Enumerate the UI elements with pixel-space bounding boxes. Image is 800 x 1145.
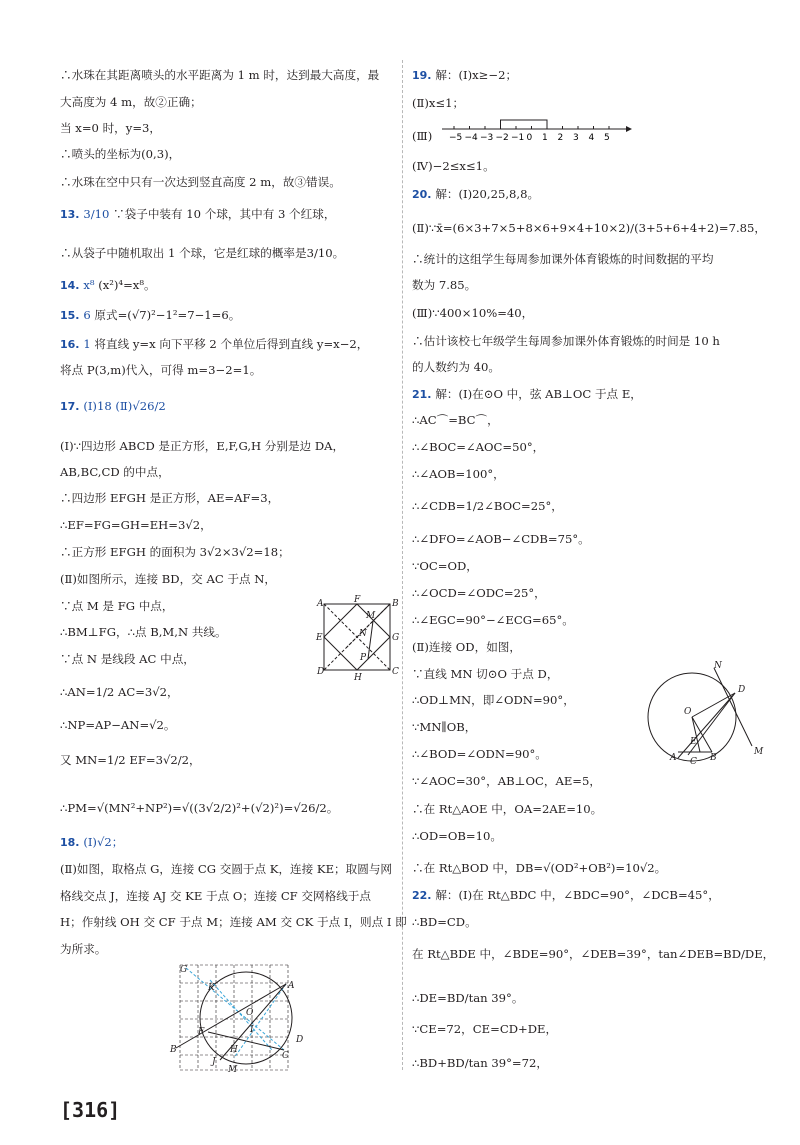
- line-text: 当 x=0 时，y=3，: [60, 121, 162, 135]
- line-text: 的人数约为 40。: [412, 360, 501, 374]
- label-A: A: [288, 981, 295, 991]
- left-line: [60, 684, 179, 700]
- line-text: ∴PM=√(MN²+NP²)=√((3√2/2)²+(√2)²)=√26/2。: [60, 801, 339, 815]
- line-text: ∴∠AOB=100°，: [412, 467, 505, 481]
- left-line: [60, 464, 170, 480]
- left-line: [60, 624, 227, 640]
- arrow-icon: [626, 126, 632, 132]
- question-number: 18.: [60, 836, 84, 849]
- right-line: [412, 773, 601, 789]
- left-line: [60, 941, 106, 957]
- line-text: ∴DE=BD/tan 39°。: [412, 991, 524, 1005]
- right-line: [412, 359, 500, 375]
- left-line: [60, 146, 180, 162]
- question-number: 21.: [412, 388, 436, 401]
- line-text: ∴OD⊥MN，即∠ODN=90°，: [412, 693, 575, 707]
- tick-label: 1: [542, 133, 548, 143]
- question-number: 14.: [60, 279, 84, 292]
- tick-label: −1: [511, 133, 525, 143]
- line-text: (Ⅱ)∵x̄=(6×3+7×5+8×6+9×4+10×2)/(3+5+6+4+2)=7.85，: [412, 221, 766, 235]
- line-text: (Ⅱ)如图，取格点 G，连接 CG 交圆于点 K，连接 KE；取圆与网: [60, 862, 393, 876]
- label-O: O: [684, 707, 692, 717]
- left-line: [60, 245, 344, 261]
- right-line: [412, 719, 476, 735]
- left-line: [60, 398, 166, 415]
- line-text: ∴∠BOC=∠AOC=50°，: [412, 440, 545, 454]
- solution-bracket: [501, 120, 548, 129]
- line-text: ∵CE=72，CE=CD+DE，: [412, 1022, 558, 1036]
- answer: (Ⅰ)18 (Ⅱ)√26/2: [83, 399, 166, 413]
- label-A: A: [670, 753, 677, 763]
- question-number: 16.: [60, 338, 84, 351]
- right-line: [412, 95, 464, 111]
- line-text: ∵∠AOC=30°，AB⊥OC，AE=5，: [412, 774, 601, 788]
- line-text: (Ⅳ)−2≤x≤1。: [412, 159, 495, 173]
- line-text: (Ⅱ)x≤1；: [412, 96, 465, 110]
- label-P: P: [360, 653, 367, 663]
- left-line: [60, 717, 176, 733]
- label-H: H: [230, 1045, 238, 1055]
- line-text: 将点 P(3,m)代入，可得 m=3−2=1。: [60, 363, 262, 377]
- page-number: [316]: [60, 1098, 121, 1122]
- right-line: [412, 333, 720, 349]
- right-line: [412, 498, 563, 514]
- line-text: 将直线 y=x 向下平移 2 个单位后得到直线 y=x−2，: [90, 337, 369, 351]
- tick-label: 0: [526, 133, 533, 143]
- line-text: ∴估计该校七年级学生每周参加课外体育锻炼的时间是 10 h: [412, 334, 720, 348]
- label-G: G: [180, 965, 188, 975]
- label-M: M: [754, 747, 764, 757]
- left-line: [60, 362, 261, 378]
- figure-circle-q21: [640, 660, 765, 772]
- label-C: C: [392, 667, 399, 677]
- answer: (Ⅰ)√2；: [83, 835, 124, 849]
- left-line: [60, 571, 276, 587]
- label-N: N: [714, 661, 722, 671]
- tick-label: 4: [588, 133, 595, 143]
- line-text: (Ⅲ): [412, 129, 433, 143]
- left-line: [60, 598, 173, 614]
- line-text: ∴AN=1/2 AC=3√2，: [60, 685, 179, 699]
- right-line: [412, 946, 774, 962]
- answer: x⁸: [83, 278, 95, 292]
- line-text: ∴喷头的坐标为(0,3)，: [60, 147, 181, 161]
- right-line: [412, 67, 517, 84]
- right-line: [412, 412, 499, 428]
- right-line: [412, 828, 502, 844]
- question-number: 13.: [60, 208, 84, 221]
- left-line: [60, 490, 279, 506]
- line-text: ∴NP=AP−AN=√2。: [60, 718, 176, 732]
- left-line: [60, 94, 202, 110]
- label-J: J: [212, 1057, 216, 1067]
- right-line: [412, 386, 642, 403]
- right-line: [412, 666, 558, 682]
- line-text: 又 MN=1/2 EF=3√2/2，: [60, 753, 201, 767]
- right-line: [412, 558, 478, 574]
- line-text: ∴∠BOD=∠ODN=90°。: [412, 747, 547, 761]
- line-text: (x²)⁴=x⁸。: [94, 278, 156, 292]
- label-F: F: [354, 595, 361, 605]
- right-line: [412, 639, 521, 655]
- line-text: ∴EF=FG=GH=EH=3√2，: [60, 518, 212, 532]
- label-D: D: [317, 667, 325, 677]
- question-number: 20.: [412, 188, 436, 201]
- line-text: ∴∠EGC=90°−∠ECG=65°。: [412, 613, 574, 627]
- right-line: [412, 531, 590, 547]
- line-text: ∴从袋子中随机取出 1 个球，它是红球的概率是3/10。: [60, 246, 345, 260]
- line-text: 格线交点 J，连接 AJ 交 KE 于点 O；连接 CF 交网格线于点: [60, 889, 371, 903]
- left-line: [60, 544, 290, 560]
- number-line-q19: [440, 118, 632, 148]
- right-line: [412, 466, 505, 482]
- line-text: ∴AC⌒=BC⌒，: [412, 413, 499, 427]
- line-text: 大高度为 4 m，故②正确；: [60, 95, 202, 109]
- line-text: ∵OC=OD，: [412, 559, 478, 573]
- right-line: [412, 128, 432, 144]
- label-B: B: [170, 1045, 177, 1055]
- label-C: C: [282, 1051, 289, 1061]
- right-line: [412, 186, 539, 203]
- line-text: ∴水珠在空中只有一次达到竖直高度 2 m，故③错误。: [60, 175, 341, 189]
- answer: 1: [83, 337, 91, 351]
- left-line: [60, 336, 368, 353]
- line-text: ∵袋子中装有 10 个球，其中有 3 个红球，: [109, 207, 336, 221]
- label-H: H: [354, 673, 362, 683]
- line-text: 为所求。: [60, 942, 107, 956]
- answer: 3/10: [83, 207, 110, 221]
- label-N: N: [359, 629, 367, 639]
- left-line: [60, 651, 195, 667]
- right-line: [412, 1055, 548, 1071]
- line-text: (Ⅱ)如图所示，连接 BD，交 AC 于点 N，: [60, 572, 276, 586]
- answer: 6: [83, 308, 91, 322]
- left-line: [60, 206, 335, 223]
- line-text: 解：(Ⅰ)在 Rt△BDC 中，∠BDC=90°，∠DCB=45°，: [435, 888, 720, 902]
- line-text: ∴BD+BD/tan 39°=72，: [412, 1056, 548, 1070]
- label-A: A: [317, 599, 324, 609]
- tick-label: −2: [495, 133, 509, 143]
- left-line: [60, 438, 344, 454]
- label-I: I: [250, 1025, 254, 1035]
- tick-label: −5: [449, 133, 463, 143]
- figure-square-q17: [316, 595, 403, 683]
- line-text: AB,BC,CD 的中点，: [60, 465, 170, 479]
- right-line: [412, 887, 720, 904]
- tick-label: −3: [480, 133, 494, 143]
- line-text: 数为 7.85。: [412, 278, 477, 292]
- right-line: [412, 746, 547, 762]
- left-line: [60, 800, 338, 816]
- right-line: [412, 1021, 557, 1037]
- label-E: E: [690, 737, 697, 747]
- right-line: [412, 585, 546, 601]
- line-text: 解：(Ⅰ)在⊙O 中，弦 AB⊥OC 于点 E，: [435, 387, 642, 401]
- left-line: [60, 752, 201, 768]
- line-text: ∴OD=OB=10。: [412, 829, 502, 843]
- label-B: B: [710, 753, 717, 763]
- left-line: [60, 277, 156, 294]
- line-text: H；作射线 OH 交 CF 于点 M；连接 AM 交 CK 于点 I，则点 I 即: [60, 915, 407, 929]
- line-text: ∴∠CDB=1/2∠BOC=25°，: [412, 499, 563, 513]
- tick-label: 2: [557, 133, 564, 143]
- tick-label: −4: [464, 133, 478, 143]
- left-line: [60, 307, 240, 324]
- line-text: (Ⅱ)连接 OD，如图，: [412, 640, 521, 654]
- tick-label: 3: [573, 133, 579, 143]
- line-text: ∴BD=CD。: [412, 915, 477, 929]
- label-F: F: [198, 1027, 205, 1037]
- line-text: ∴统计的这组学生每周参加课外体育锻炼的时间数据的平均: [412, 252, 714, 266]
- left-line: [60, 888, 371, 904]
- label-G: G: [392, 633, 400, 643]
- label-D: D: [296, 1035, 304, 1045]
- right-line: [412, 801, 602, 817]
- line-text: ∵点 M 是 FG 中点，: [60, 599, 174, 613]
- left-line: [60, 120, 161, 136]
- line-text: 在 Rt△BDE 中，∠BDE=90°，∠DEB=39°，tan∠DEB=BD/DE，: [412, 947, 775, 961]
- tick-label: 5: [604, 133, 610, 143]
- line-text: ∴水珠在其距离喷头的水平距离为 1 m 时，达到最大高度，最: [60, 68, 380, 82]
- line-text: ∵MN∥OB，: [412, 720, 477, 734]
- line-text: ∴BM⊥FG，∴点 B,M,N 共线。: [60, 625, 227, 639]
- right-line: [412, 692, 575, 708]
- label-C: C: [690, 757, 697, 767]
- line-text: ∴∠OCD=∠ODC=25°，: [412, 586, 546, 600]
- line-text: ∴四边形 EFGH 是正方形，AE=AF=3，: [60, 491, 280, 505]
- right-line: [412, 251, 713, 267]
- label-K: K: [208, 983, 215, 993]
- line-text: ∴在 Rt△AOE 中，OA=2AE=10。: [412, 802, 603, 816]
- left-line: [60, 67, 379, 83]
- left-line: [60, 174, 341, 190]
- line-text: ∵点 N 是线段 AC 中点，: [60, 652, 195, 666]
- line-text: ∴正方形 EFGH 的面积为 3√2×3√2=18；: [60, 545, 290, 559]
- right-line: [412, 914, 477, 930]
- left-line: [60, 834, 123, 851]
- left-line: [60, 517, 212, 533]
- left-line: [60, 861, 392, 877]
- label-M: M: [366, 611, 376, 621]
- line-text: (Ⅰ)∵四边形 ABCD 是正方形，E,F,G,H 分别是边 DA，: [60, 439, 345, 453]
- question-number: 15.: [60, 309, 84, 322]
- question-number: 22.: [412, 889, 436, 902]
- left-line: [60, 914, 407, 930]
- right-line: [412, 990, 523, 1006]
- right-line: [412, 158, 495, 174]
- line-text: ∴∠DFO=∠AOB−∠CDB=75°。: [412, 532, 590, 546]
- label-M: M: [228, 1065, 238, 1075]
- question-number: 19.: [412, 69, 436, 82]
- right-line: [412, 439, 544, 455]
- line-text: ∴在 Rt△BOD 中，DB=√(OD²+OB²)=10√2。: [412, 861, 667, 875]
- question-number: 17.: [60, 400, 84, 413]
- right-line: [412, 305, 533, 321]
- label-O: O: [246, 1008, 254, 1018]
- label-D: D: [738, 685, 746, 695]
- label-B: B: [392, 599, 399, 609]
- right-line: [412, 612, 574, 628]
- label-E: E: [316, 633, 323, 643]
- line-text: (Ⅲ)∵400×10%=40，: [412, 306, 534, 320]
- right-line: [412, 860, 666, 876]
- line-text: 解：(Ⅰ)20,25,8,8。: [435, 187, 540, 201]
- right-line: [412, 220, 766, 236]
- line-text: ∵直线 MN 切⊙O 于点 D，: [412, 667, 559, 681]
- line-text: 解：(Ⅰ)x≥−2；: [435, 68, 518, 82]
- right-line: [412, 277, 476, 293]
- line-text: 原式=(√7)²−1²=7−1=6。: [90, 308, 241, 322]
- figure-grid-q18: [168, 960, 308, 1075]
